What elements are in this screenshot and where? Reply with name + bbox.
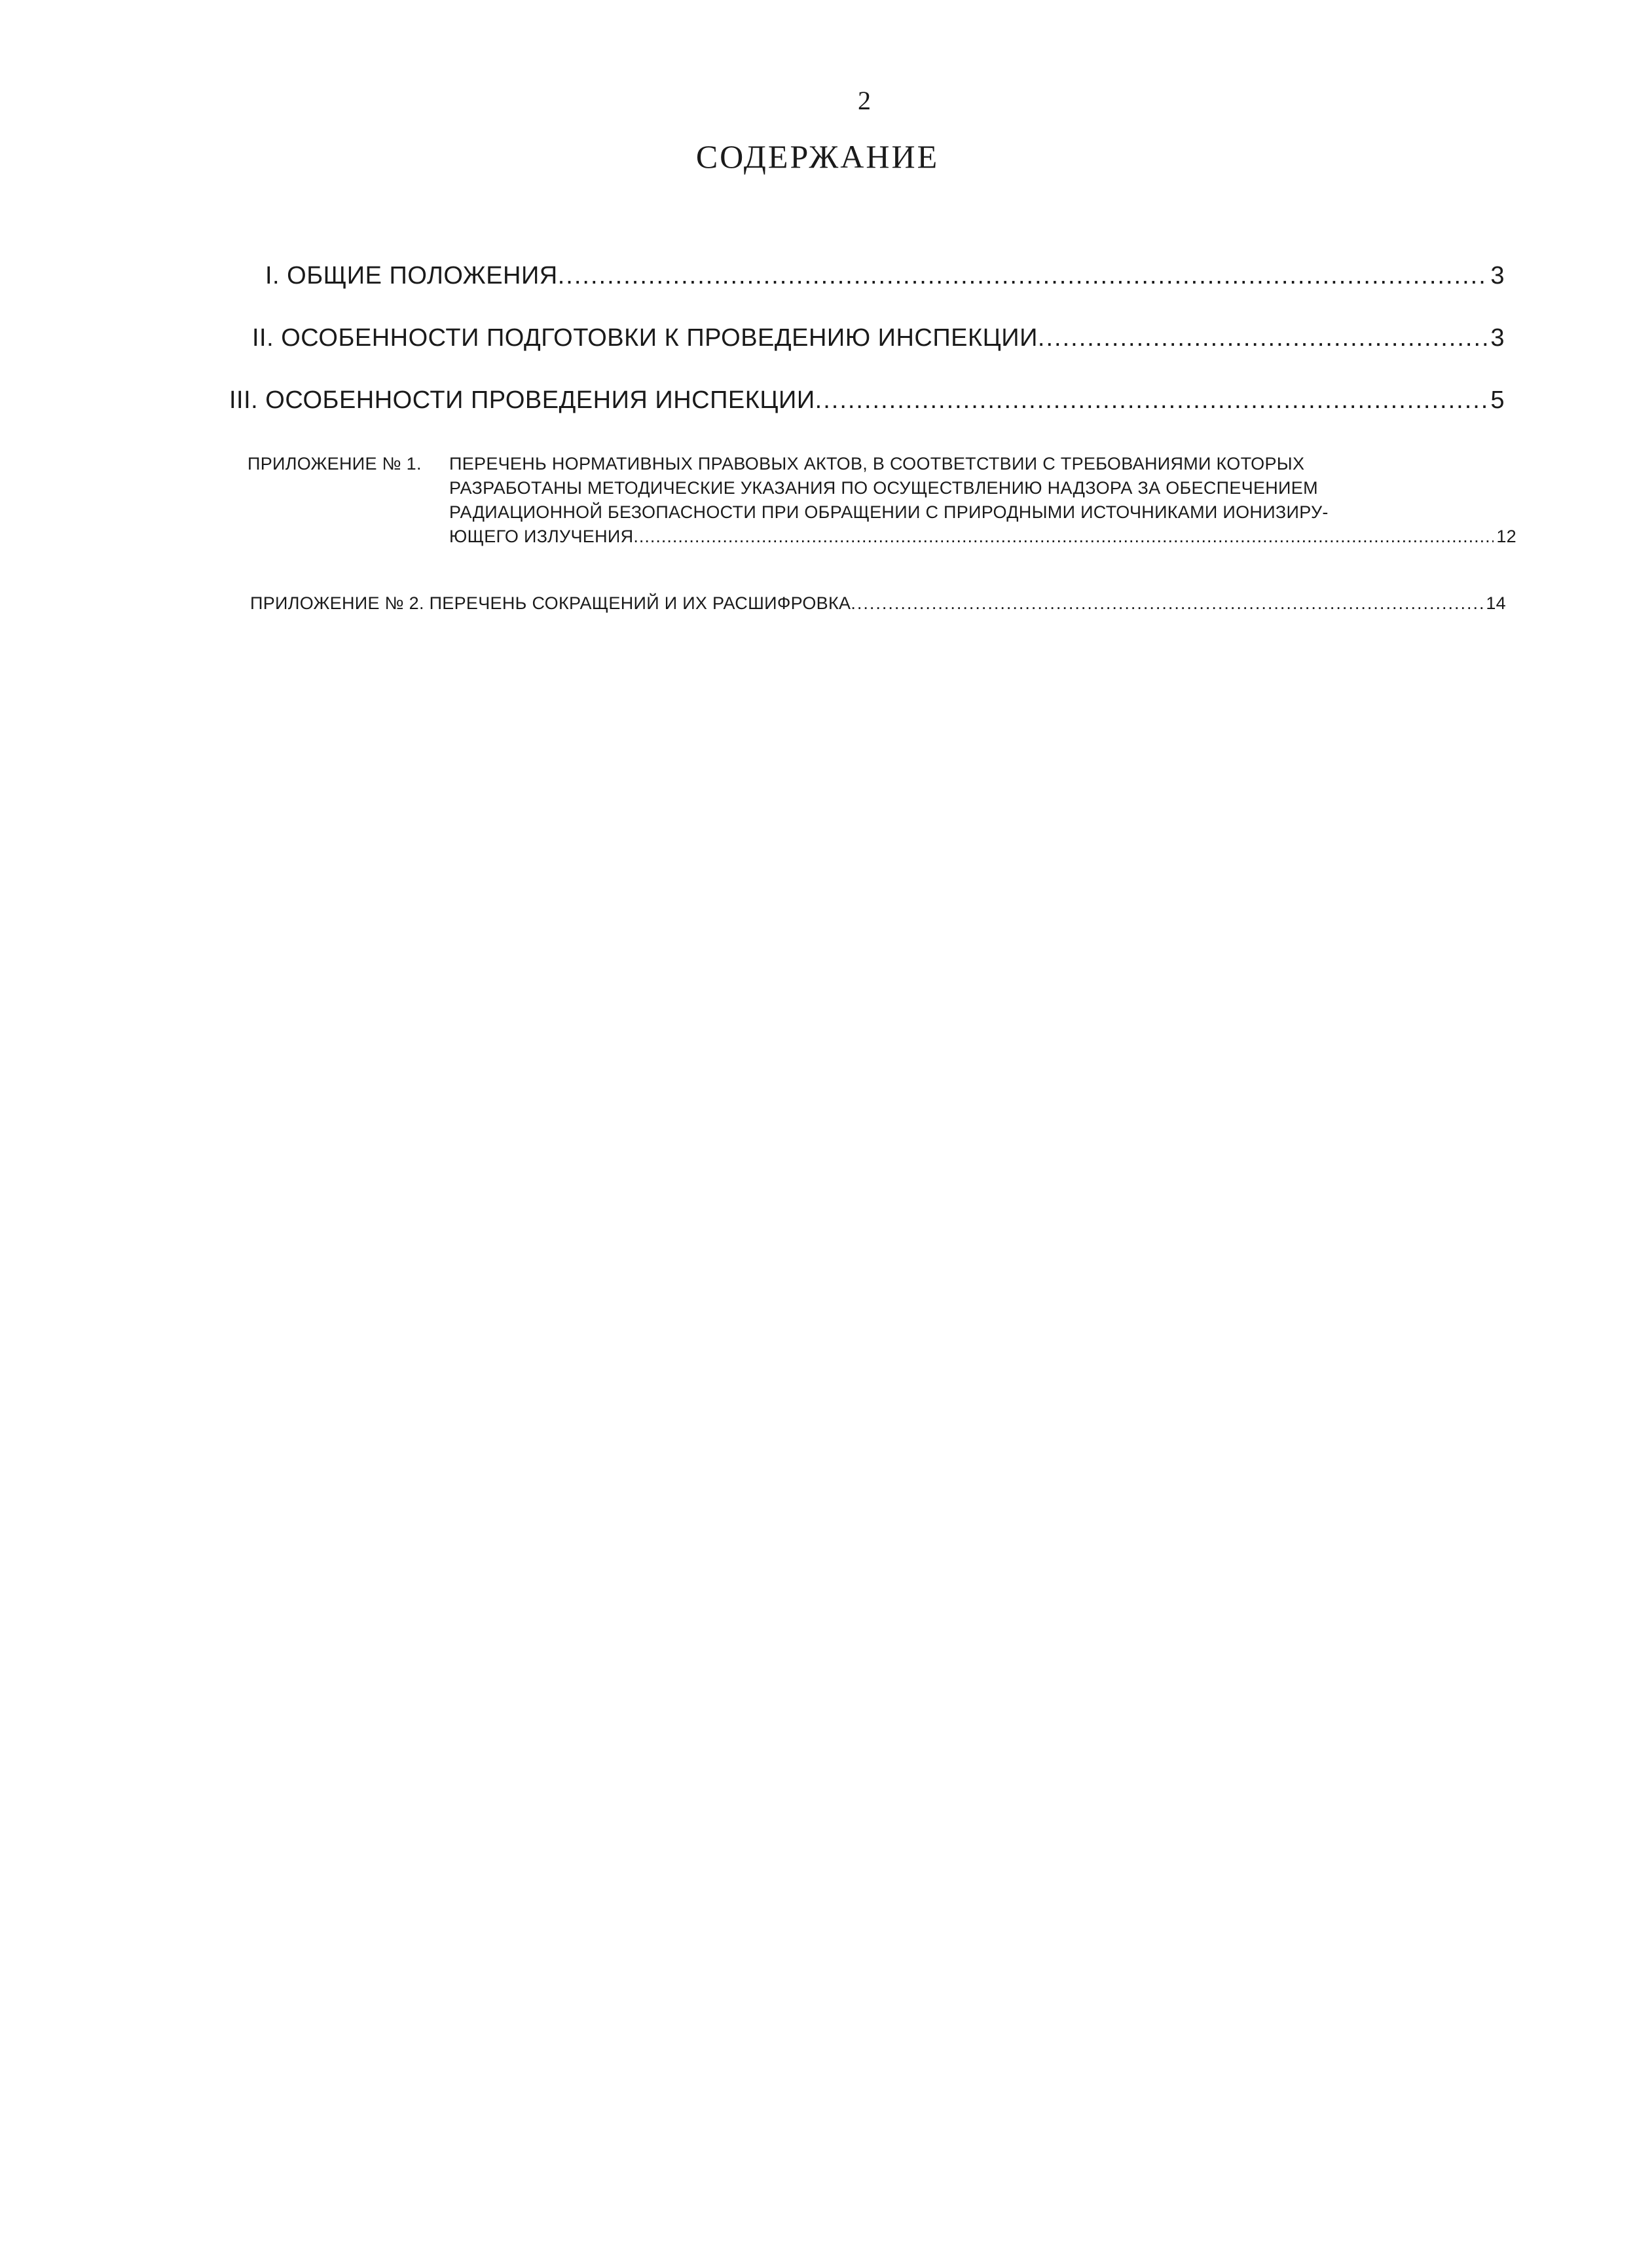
toc-entry-conduct: [229, 383, 1505, 415]
appendix-last-line: [449, 525, 1516, 549]
page-title: СОДЕРЖАНИЕ: [695, 138, 940, 175]
appendix-body: [449, 452, 1516, 549]
appendix-prefix: ПРИЛОЖЕНИЕ № 1.: [248, 454, 422, 474]
dot-leader: [633, 525, 1494, 549]
appendix-line: РАЗРАБОТАНЫ МЕТОДИЧЕСКИЕ УКАЗАНИЯ ПО ОСУЩЕСТВЛЕНИЮ НАДЗОРА ЗА ОБЕСПЕЧЕНИЕМ: [449, 478, 1318, 498]
page-number: 2: [858, 86, 871, 115]
toc-entry-page: 12: [1496, 527, 1516, 546]
dot-leader: [851, 591, 1483, 616]
toc-entry-label: II. ОСОБЕННОСТИ ПОДГОТОВКИ К ПРОВЕДЕНИЮ ИНСПЕКЦИИ: [252, 324, 1038, 352]
dot-leader: [815, 386, 1488, 415]
toc-entry-page: 14: [1486, 593, 1506, 613]
toc-entry-label: III. ОСОБЕННОСТИ ПРОВЕДЕНИЯ ИНСПЕКЦИИ: [229, 386, 815, 414]
toc-entry-general: [265, 259, 1505, 290]
dot-leader: [558, 262, 1488, 290]
toc-entry-page: 3: [1490, 262, 1505, 289]
appendix-line: ЮЩЕГО ИЗЛУЧЕНИЯ: [449, 527, 634, 546]
appendix-line: ПЕРЕЧЕНЬ НОРМАТИВНЫХ ПРАВОВЫХ АКТОВ, В СООТВЕТСТВИИ С ТРЕБОВАНИЯМИ КОТОРЫХ: [449, 454, 1305, 474]
toc-entry-page: 5: [1490, 386, 1505, 414]
appendix-line: РАДИАЦИОННОЙ БЕЗОПАСНОСТИ ПРИ ОБРАЩЕНИИ С ПРИРОДНЫМИ ИСТОЧНИКАМИ ИОНИЗИРУ-: [449, 502, 1329, 522]
dot-leader: [1038, 324, 1488, 352]
toc-entry-preparation: [252, 321, 1505, 352]
toc-entry-label: ПРИЛОЖЕНИЕ № 2. ПЕРЕЧЕНЬ СОКРАЩЕНИЙ И ИХ РАСШИФРОВКА: [250, 593, 851, 613]
toc-entry-label: I. ОБЩИЕ ПОЛОЖЕНИЯ: [265, 262, 558, 289]
toc-appendix-2: [250, 589, 1506, 616]
toc-entry-page: 3: [1490, 324, 1505, 352]
